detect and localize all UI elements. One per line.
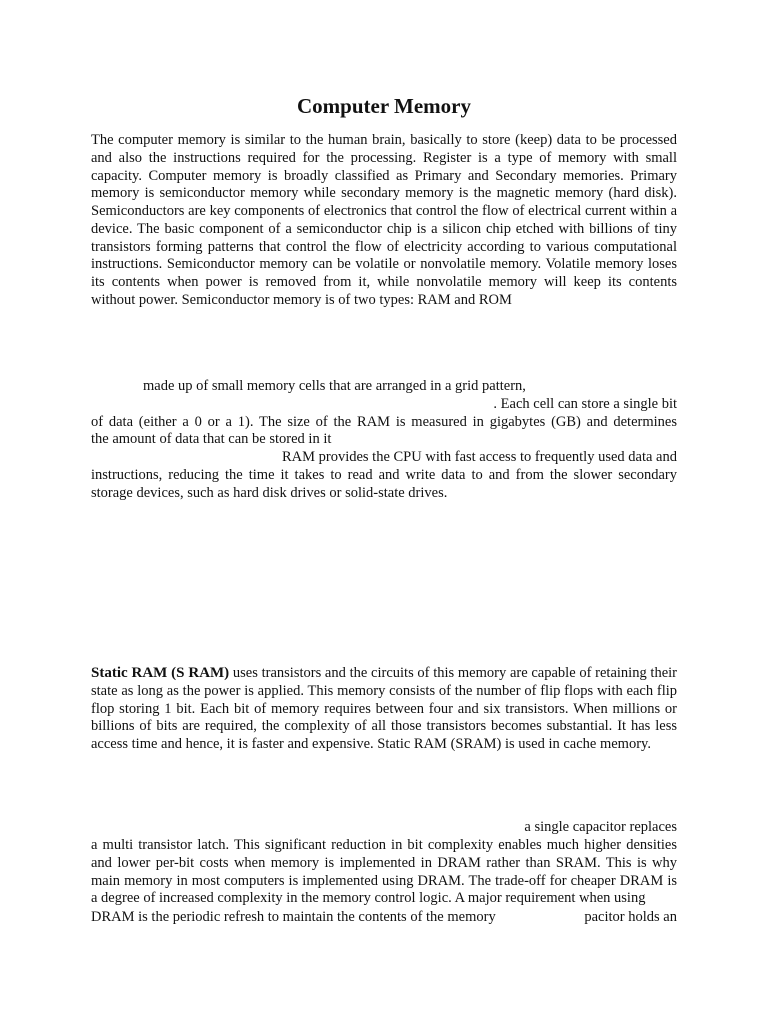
intro-paragraph: The computer memory is similar to the human brain, basically to store (keep) data to be processed and also the instructions required for the processing. Register is a type of memory with small capacity. Computer memory is broadly classified as Primary and Secondary memories. Primary memory is semiconductor memory while secondary memory is the magnetic memory (hard disk). Semiconductors are key components of electronics that control the flow of electrical current within a device. The basic component of a semiconductor chip is a silicon chip etched with billions of tiny transistors forming patterns that control the flow of electricity according to various computational instructions. Semiconductor memory can be volatile or nonvolatile memory. Volatile memory loses its contents when power is removed from it, while nonvolatile memory will keep its contents without power. Semiconductor memory is of two types: RAM and ROM <box>91 132 677 308</box>
dram-line-1: a single capacitor replaces <box>524 819 677 835</box>
dram-last-line-right: pacitor holds an <box>584 909 677 925</box>
dram-paragraph: a multi transistor latch. This significant reduction in bit complexity enables much higher densities and lower per-bit costs when memory is implemented in DRAM rather than SRAM. This is why main memory in most computers is implemented using DRAM. The trade-off for cheaper DRAM is a degree of increased complexity in the memory control logic. A major requirement when using <box>91 837 677 907</box>
page-title: Computer Memory <box>297 94 471 118</box>
sram-paragraph <box>91 665 677 754</box>
sram-heading: Static RAM (S RAM) <box>91 665 230 681</box>
ram-line-1: made up of small memory cells that are arranged in a grid pattern, <box>143 378 526 394</box>
ram-line-3: of data (either a 0 or a 1). The size of the RAM is measured in gigabytes (GB) and determines <box>91 414 677 430</box>
ram-line-5: RAM provides the CPU with fast access to frequently used data and <box>281 449 677 465</box>
sram-text: uses transistors and the circuits of this memory are capable of retaining their state as long as the power is applied. This memory consists of the number of flip flops with each flip flop storing 1 bit. Each bit of memory requires between four and six transistors. When millions or billions of bits are required, the complexity of all those transistors becomes substantial. It has less access time and hence, it is faster and expensive. Static RAM (SRAM) is used in cache memory. <box>91 665 677 752</box>
ram-paragraph-rest: instructions, reducing the time it takes to read and write data to and from the slower secondary storage devices, such as hard disk drives or solid-state drives. <box>91 467 677 501</box>
dram-last-line-left: DRAM is the periodic refresh to maintain the contents of the memory <box>91 909 496 925</box>
ram-line-2: . Each cell can store a single bit <box>493 396 677 412</box>
ram-line-4: the amount of data that can be stored in it <box>91 431 332 447</box>
